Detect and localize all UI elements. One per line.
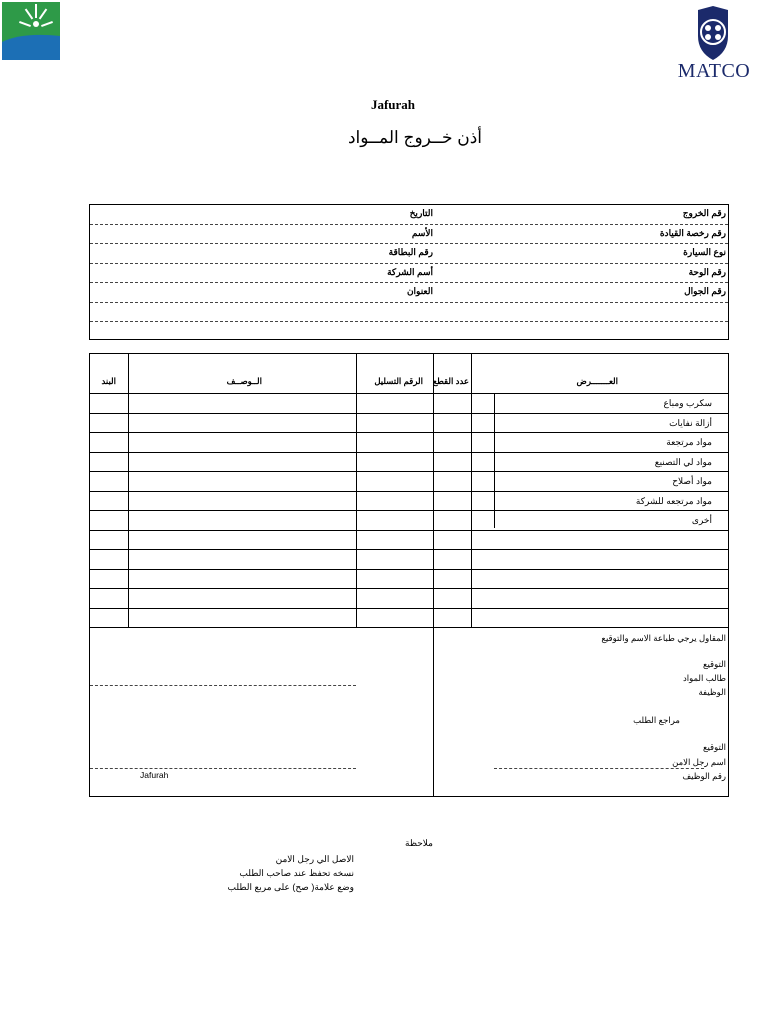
reviewer-label: مراجع الطلب (633, 715, 680, 725)
note-line: وضع علامة( صح) على مربع الطلب (227, 882, 354, 892)
column-description: الــوصــف (226, 376, 262, 386)
license-number-label: رقم رخصة القيادة (659, 227, 726, 238)
date-label: التاريخ (409, 208, 433, 218)
info-row-blank (90, 303, 728, 323)
name-label: الأسم (411, 227, 433, 238)
purpose-scrap: سكرب ومباع (663, 398, 712, 408)
info-row (90, 264, 728, 284)
note-line: الاصل الي رجل الامن (275, 854, 354, 864)
job-number-label: رقم الوظيف (682, 771, 726, 781)
info-box (89, 204, 729, 340)
plate-number-label: رقم الوحة (688, 266, 726, 277)
address-label: العنوان (406, 286, 433, 296)
column-purpose: العـــــــرض (576, 376, 618, 386)
document-title: Jafurah (370, 97, 416, 112)
purpose-returned-company: مواد مرتجعه للشركة (635, 495, 712, 506)
contractor-label: المقاول يرجي طباعة الاسم والتوقيع (601, 633, 726, 643)
company-name-label: أسم الشركة (387, 266, 433, 277)
column-count: عدد القطع (432, 376, 469, 386)
info-row (90, 283, 728, 303)
left-site-label: Jafurah (140, 770, 169, 780)
column-item: البند (101, 376, 116, 386)
vehicle-type-label: نوع السيارة (683, 247, 726, 257)
info-row (90, 225, 728, 245)
matco-shield-icon (668, 6, 758, 62)
purpose-repair: مواد أصلاح (672, 476, 712, 486)
requester-label: طالب المواد (682, 673, 726, 683)
mobile-number-label: رقم الجوال (684, 286, 726, 296)
signature-label: التوقيع (702, 659, 726, 669)
signature-label: التوقيع (702, 742, 726, 752)
purpose-returned: مواد مرتجعة (666, 437, 712, 447)
id-card-label: رقم البطاقة (388, 247, 433, 257)
info-row (90, 244, 728, 264)
document-subtitle: أذن خــروج المــواد (347, 128, 483, 147)
purpose-other: أخرى (691, 515, 712, 525)
column-serial: الرقم التسليل (374, 376, 423, 386)
matco-logo-text: MATCO (677, 60, 751, 82)
purpose-manufacturing: مواد لي التصنيع (654, 456, 712, 467)
aramco-logo-icon (2, 2, 60, 60)
guard-name-label: اسم رجل الامن (672, 757, 726, 767)
signatures-box (89, 627, 729, 797)
items-table (89, 353, 729, 628)
job-label: الوظيفة (698, 687, 726, 697)
matco-logo (668, 6, 758, 94)
info-row (90, 205, 728, 225)
note-line: نسخه تحفظ عند صاحب الطلب (239, 868, 354, 878)
exit-number-label: رقم الخروج (682, 208, 726, 218)
notes-title: ملاحظة (405, 838, 433, 848)
purpose-waste-removal: أزالة نفايات (669, 417, 712, 428)
